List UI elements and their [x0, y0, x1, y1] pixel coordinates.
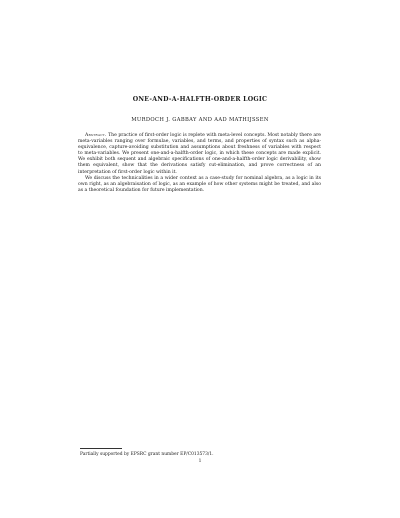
abstract — [78, 133, 321, 194]
footnote-rule — [80, 448, 122, 449]
abstract-text-1: The practice of first-order logic is replete with meta-level concepts. Most notably there are meta-variables ranging over formulae, variables, and terms, and properties of syntax such as alpha-equivalence, capture-avoiding substitution and assumptions about freshness of variables with respect to meta-variables. We present one-and-a-halfth-order logic, in which these concepts are made explicit. We exhibit both sequent and algebraic specifications of one-and-a-halfth-order logic derivability, show them equivalent, show that the derivations satisfy cut-elimination, and prove correctness of an interpretation of first-order logic within it. — [78, 133, 322, 175]
footnote: Partially supported by EPSRC grant number EP/C013573/1. — [80, 452, 214, 457]
paper-authors: MURDOCH J. GABBAY AND AAD MATHIJSSEN — [131, 117, 269, 123]
abstract-paragraph-2: We discuss the technicalities in a wider context as a case-study for nominal algebra, as a logic in its own right, as an algebraisation of logic, as an example of how other systems might be treated, and also as a theoretical foundation for future implementation. — [78, 175, 321, 193]
paper-title: ONE-AND-A-HALFTH-ORDER LOGIC — [132, 96, 268, 103]
abstract-paragraph-1 — [78, 133, 321, 176]
abstract-label: Abstract. — [85, 133, 107, 138]
page-number: 1 — [198, 459, 202, 464]
